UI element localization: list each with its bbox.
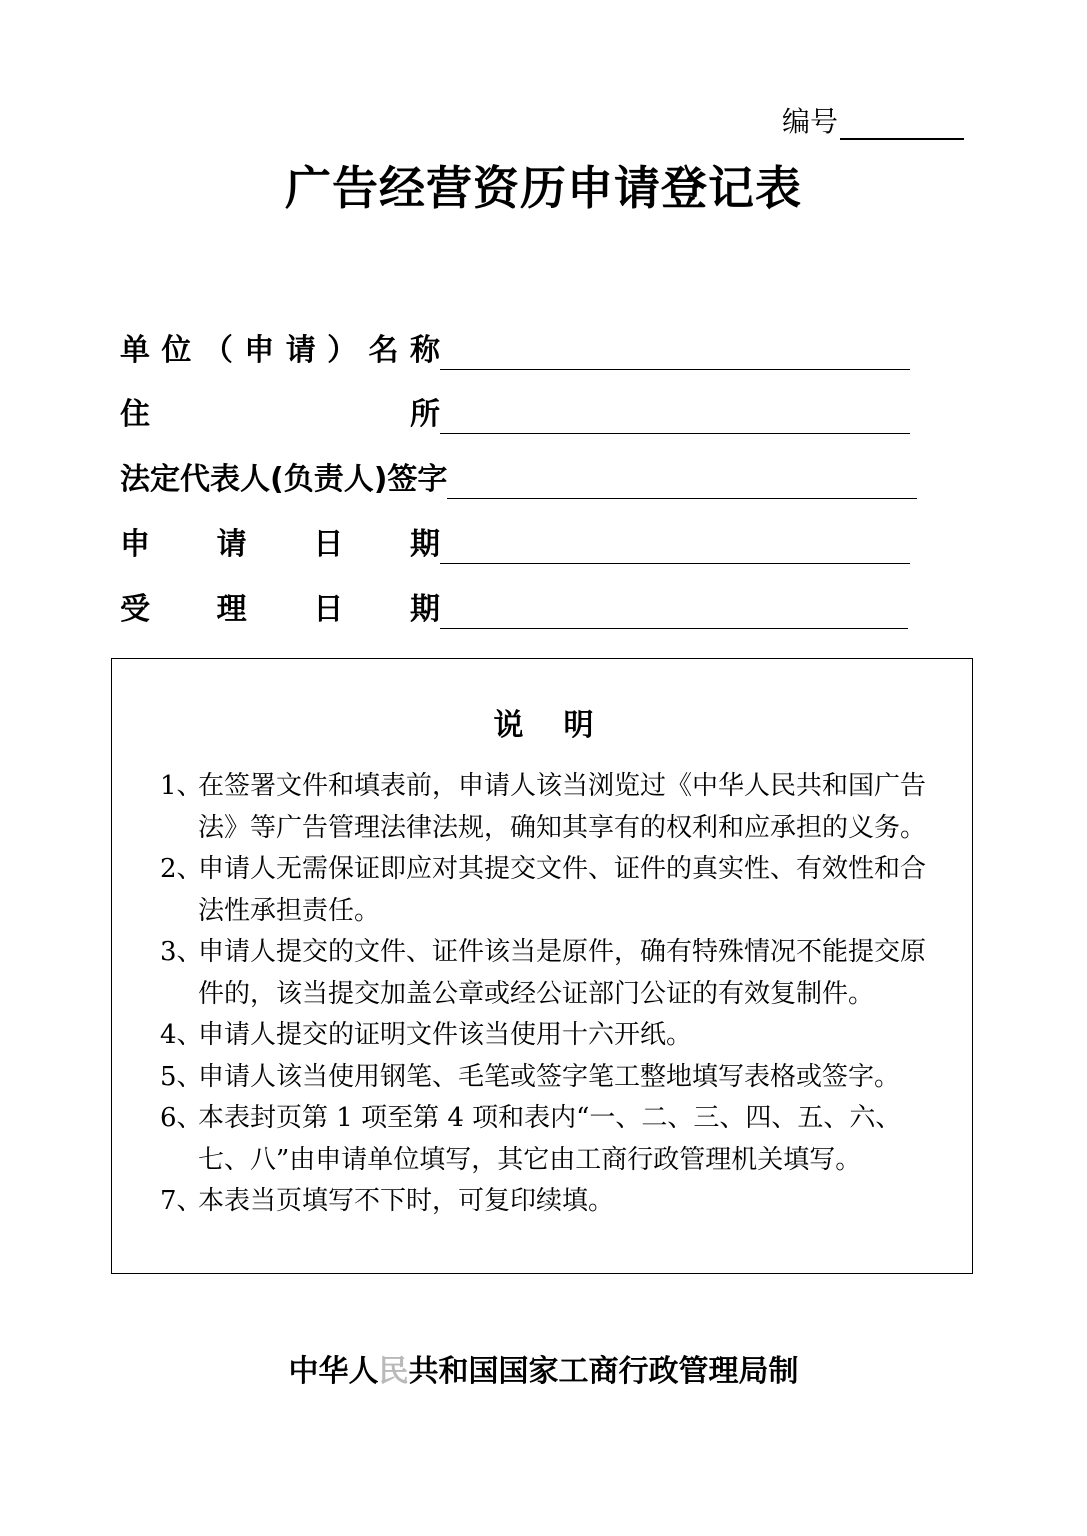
notice-item-text: 本表封页第 1 项至第 4 项和表内“一、二、三、四、五、六、七、八”由申请单位填写，其它由工商行政管理机关填写。 — [198, 1103, 902, 1175]
notice-item — [160, 1181, 940, 1223]
notice-item-text: 申请人该当使用钢笔、毛笔或签字笔工整地填写表格或签字。 — [198, 1061, 901, 1092]
issuing-authority-part-3: 共和国国家工商行政管理局制 — [408, 1354, 799, 1389]
notice-item — [160, 1015, 940, 1057]
field-application-date-label: 申 请 日 期 — [120, 527, 440, 562]
notice-item — [160, 766, 940, 849]
notice-item-number: 2、 — [160, 854, 203, 884]
notice-item-number: 6、 — [160, 1103, 203, 1133]
issuing-authority-part-2: 民 — [378, 1354, 409, 1389]
notice-item-text: 申请人提交的文件、证件该当是原件，确有特殊情况不能提交原件的，该当提交加盖公章或经公证部门公证的有效复制件。 — [198, 937, 927, 1009]
field-unit-name — [120, 330, 910, 370]
field-legal-representative — [120, 459, 917, 499]
notice-item-number: 5、 — [160, 1061, 203, 1092]
field-legal-representative-line[interactable] — [447, 466, 917, 499]
notice-item-number: 1、 — [160, 771, 203, 801]
notice-item-text: 本表当页填写不下时，可复印续填。 — [198, 1186, 615, 1216]
notice-item — [160, 932, 940, 1015]
page-title: 广告经营资历申请登记表 — [285, 161, 802, 215]
issuing-authority-part-1: 中华人 — [288, 1354, 379, 1389]
notice-item — [160, 1057, 940, 1099]
serial-number-label: 编号 — [782, 105, 839, 138]
notice-item-text: 申请人无需保证即应对其提交文件、证件的真实性、有效性和合法性承担责任。 — [198, 854, 927, 926]
notice-item — [160, 1098, 940, 1181]
field-unit-name-label: 单 位 （ 申 请 ） 名 称 — [120, 333, 440, 368]
serial-number-blank[interactable] — [840, 108, 964, 140]
notice-list — [160, 766, 940, 1238]
serial-number — [782, 104, 964, 140]
field-legal-representative-label: 法定代表人(负责人)签字 — [120, 462, 448, 497]
notice-title: 说明 — [493, 708, 634, 743]
notice-item — [160, 849, 940, 932]
notice-item-text: 在签署文件和填表前，申请人该当浏览过《中华人民共和国广告法》等广告管理法律法规，确知其享有的权利和应承担的义务。 — [198, 771, 927, 843]
field-address — [120, 394, 910, 434]
notice-item-text: 申请人提交的证明文件该当使用十六开纸。 — [198, 1020, 693, 1050]
field-acceptance-date — [120, 589, 908, 629]
field-address-label: 住 所 — [120, 397, 440, 432]
notice-item-number: 3、 — [160, 937, 203, 967]
field-address-line[interactable] — [440, 401, 910, 434]
field-application-date-line[interactable] — [440, 531, 910, 564]
notice-item-number: 7、 — [160, 1186, 203, 1216]
field-unit-name-line[interactable] — [440, 337, 910, 370]
field-application-date — [120, 524, 910, 564]
issuing-authority — [0, 1352, 1087, 1392]
field-acceptance-date-line[interactable] — [440, 596, 908, 629]
field-acceptance-date-label: 受 理 日 期 — [120, 592, 440, 627]
notice-item-number: 4、 — [160, 1020, 203, 1050]
